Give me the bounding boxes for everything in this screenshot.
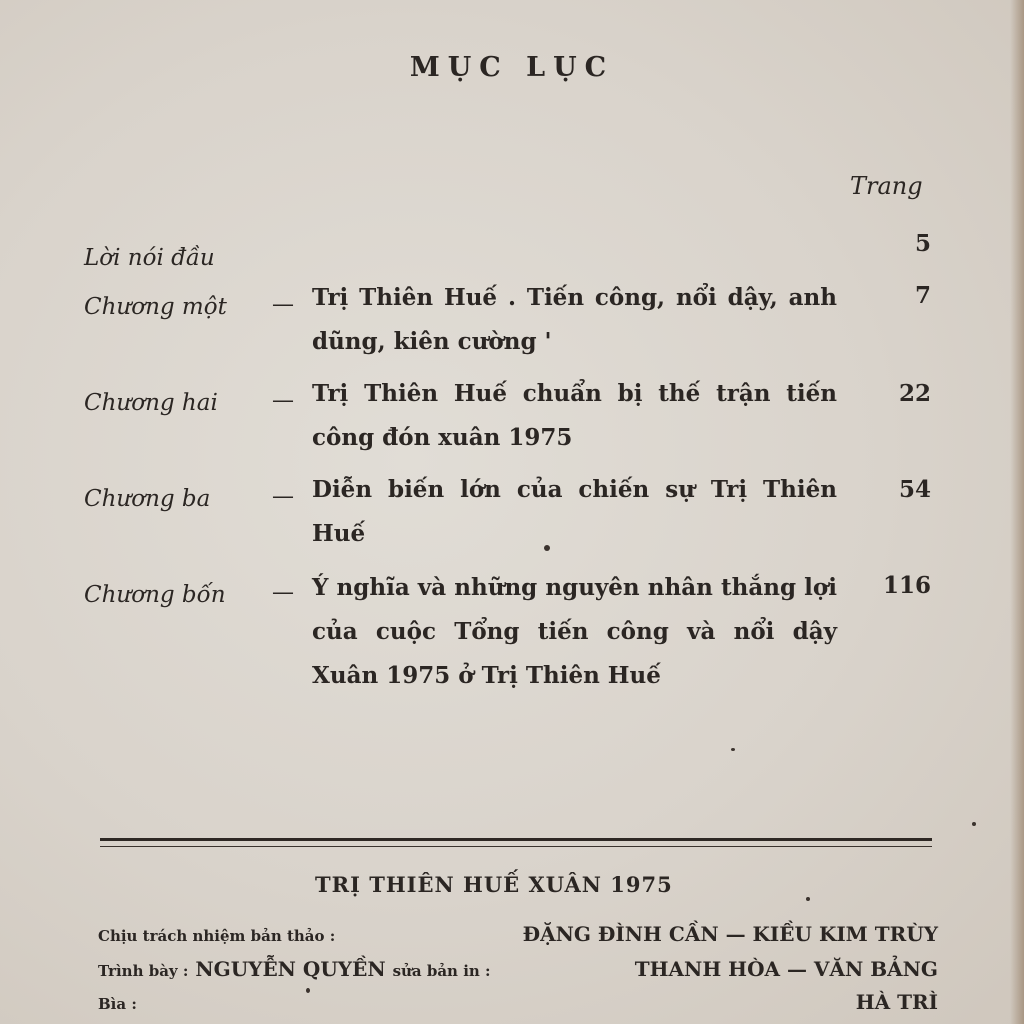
colophon-layout-name: NGUYỄN QUYỀN: [195, 957, 386, 981]
colophon-editor-label: Chịu trách nhiệm bản thảo :: [98, 927, 336, 945]
toc-entry-dash: —: [272, 580, 294, 605]
page-title: MỤC LỤC: [409, 52, 615, 83]
ink-speck: [731, 748, 735, 751]
colophon-cover-line: [98, 990, 938, 1014]
page-column-header: Trang: [850, 172, 923, 200]
toc-entry-dash: —: [272, 388, 294, 413]
divider-thin: [100, 846, 932, 847]
ink-speck: [544, 545, 550, 551]
toc-entry-title: Trị Thiên Huế chuẩn bị thế trận tiến công đón xuân 1975: [312, 380, 837, 451]
toc-entry-dash: —: [272, 484, 294, 509]
colophon-layout-line: [98, 957, 938, 981]
toc-entry-title: Diễn biến lớn của chiến sự Trị Thiên Huế: [312, 476, 837, 547]
toc-entry-title: Ý nghĩa và những nguyên nhân thắng lợi của cuộc Tổng tiến công và nổi dậy Xuân 1975 ở Trị Thiên Huế: [312, 574, 837, 689]
toc-entry-page: 116: [882, 572, 931, 599]
toc-entry-page: 5: [914, 230, 931, 257]
toc-entry-label: Lời nói đầu: [84, 245, 215, 271]
toc-entry-dash: —: [272, 292, 294, 317]
page-edge-shadow: [1010, 0, 1024, 1024]
colophon-book-title: TRỊ THIÊN HUẾ XUÂN 1975: [315, 872, 673, 897]
colophon-editors: ĐẶNG ĐÌNH CẦN — KIỀU KIM TRÙY: [522, 922, 938, 946]
colophon-cover-label: Bìa :: [98, 995, 137, 1013]
colophon-cover-name: HÀ TRÌ: [855, 990, 938, 1014]
toc-entry-label: Chương bốn: [84, 582, 226, 608]
divider-thick: [100, 838, 932, 841]
toc-entry-page: 54: [898, 476, 931, 503]
colophon-proof-label: sửa bản in :: [392, 962, 491, 980]
ink-speck: [306, 988, 310, 993]
ink-speck: [806, 897, 810, 901]
toc-entry-title: Trị Thiên Huế . Tiến công, nổi dậy, anh dũng, kiên cường ': [312, 284, 837, 355]
ink-speck: [972, 822, 976, 826]
toc-entry-label: Chương một: [84, 294, 227, 320]
toc-entry-page: 7: [914, 282, 931, 309]
toc-entry-label: Chương ba: [84, 486, 211, 512]
toc-entry-page: 22: [898, 380, 931, 407]
toc-entry-label: Chương hai: [84, 390, 218, 416]
colophon-proof-names: THANH HÒA — VĂN BẢNG: [634, 957, 938, 981]
colophon-editors-line: [98, 922, 938, 946]
colophon-layout-label: Trình bày :: [98, 962, 189, 980]
